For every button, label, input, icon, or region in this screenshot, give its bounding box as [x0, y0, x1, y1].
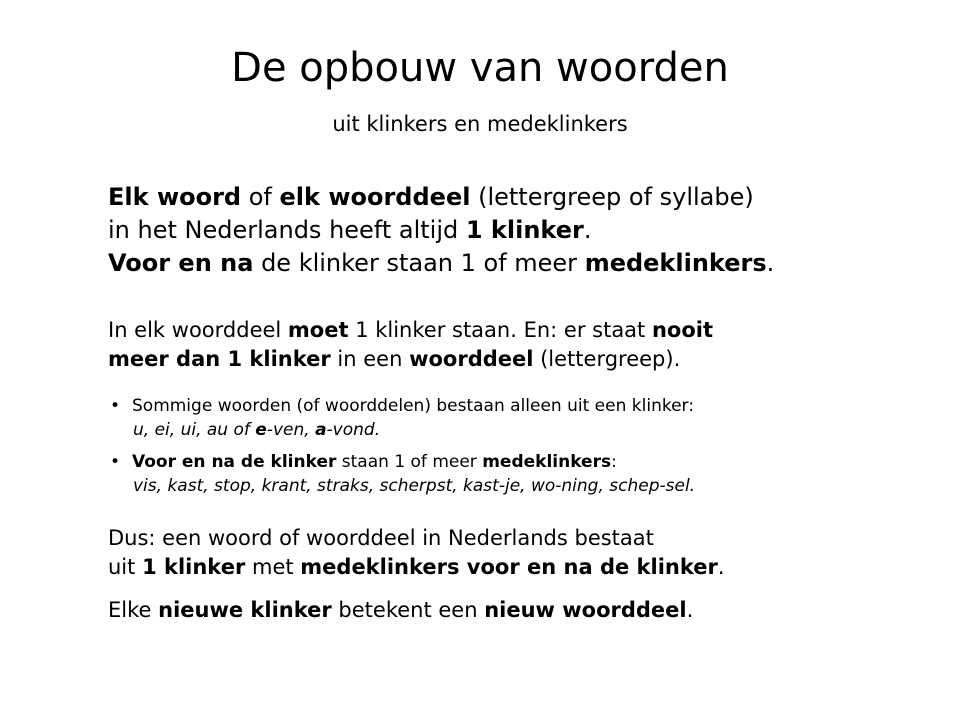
- text-run: de klinker staan 1 of meer: [253, 249, 585, 277]
- text-run: in het Nederlands heeft altijd: [108, 216, 466, 244]
- text-run: in een: [330, 347, 410, 371]
- text-run: Elke: [108, 598, 159, 622]
- rule-line-2: [108, 345, 908, 374]
- slide-subtitle: uit klinkers en medeklinkers: [332, 112, 628, 136]
- bold-phrase: elk woorddeel: [279, 183, 471, 211]
- final-statement: [108, 596, 908, 625]
- conclusion-paragraph: [108, 524, 908, 582]
- text-run: met: [245, 555, 301, 579]
- bold-phrase: moet: [287, 318, 349, 342]
- bold-phrase: 1 klinker: [142, 555, 246, 579]
- bold-phrase: Elk woord: [108, 183, 242, 211]
- text-run: uit: [108, 555, 143, 579]
- bold-phrase: nieuwe klinker: [158, 598, 332, 622]
- bold-phrase: Voor en na de klinker: [132, 452, 337, 472]
- conclusion-line-2: [108, 553, 908, 582]
- text-run: In elk woorddeel: [108, 318, 288, 342]
- example-bold: e: [255, 420, 267, 440]
- text-run: (lettergreep of syllabe): [470, 183, 754, 211]
- text-run: staan 1 of meer: [336, 452, 483, 472]
- bullet-list-2: [108, 450, 938, 498]
- example-run: -ven,: [266, 420, 316, 440]
- text-run: .: [686, 598, 694, 622]
- bold-phrase: meer dan 1 klinker: [108, 347, 331, 371]
- text-run: betekent een: [331, 598, 485, 622]
- bullet-examples: [132, 418, 938, 442]
- bold-phrase: nieuw woorddeel: [484, 598, 687, 622]
- conclusion-line-1: Dus: een woord of woorddeel in Nederlands bestaat: [108, 526, 654, 550]
- text-run: .: [717, 555, 725, 579]
- text-run: .: [583, 216, 592, 244]
- text-run: (lettergreep).: [533, 347, 681, 371]
- text-run: of: [241, 183, 280, 211]
- main-statement-line-3: [108, 247, 908, 280]
- bullet-item-consonants: [108, 450, 938, 498]
- bullet-text: Sommige woorden (of woorddelen) bestaan alleen uit een klinker:: [132, 396, 694, 416]
- rule-line-1: [108, 316, 908, 345]
- main-statement-line-2: [108, 214, 908, 247]
- main-statement: [108, 181, 908, 280]
- main-statement-line-1: [108, 181, 908, 214]
- bullet-examples: vis, kast, stop, krant, straks, scherpst, kast-je, wo-ning, schep-sel.: [133, 476, 696, 496]
- text-run: :: [611, 452, 617, 472]
- example-run: -vond.: [326, 420, 381, 440]
- bold-phrase: medeklinkers: [584, 249, 767, 277]
- example-run: of: [228, 420, 256, 440]
- bold-phrase: medeklinkers: [482, 452, 612, 472]
- example-run: u, ei, ui, au: [133, 420, 229, 440]
- bold-phrase: medeklinkers voor en na de klinker: [300, 555, 718, 579]
- example-bold: a: [315, 420, 327, 440]
- slide-title: De opbouw van woorden: [231, 45, 729, 91]
- bold-phrase: nooit: [651, 318, 714, 342]
- bullet-list-1: [108, 394, 938, 442]
- text-run: 1 klinker staan. En: er staat: [348, 318, 652, 342]
- bold-phrase: Voor en na: [108, 249, 254, 277]
- bold-phrase: 1 klinker: [465, 216, 584, 244]
- bold-phrase: woorddeel: [409, 347, 534, 371]
- rule-paragraph: [108, 316, 908, 374]
- bullet-icon: •: [110, 396, 121, 416]
- bullet-item-vowel-only: [108, 394, 938, 442]
- final-line: [108, 596, 908, 625]
- bullet-icon: •: [110, 452, 121, 472]
- text-run: .: [766, 249, 775, 277]
